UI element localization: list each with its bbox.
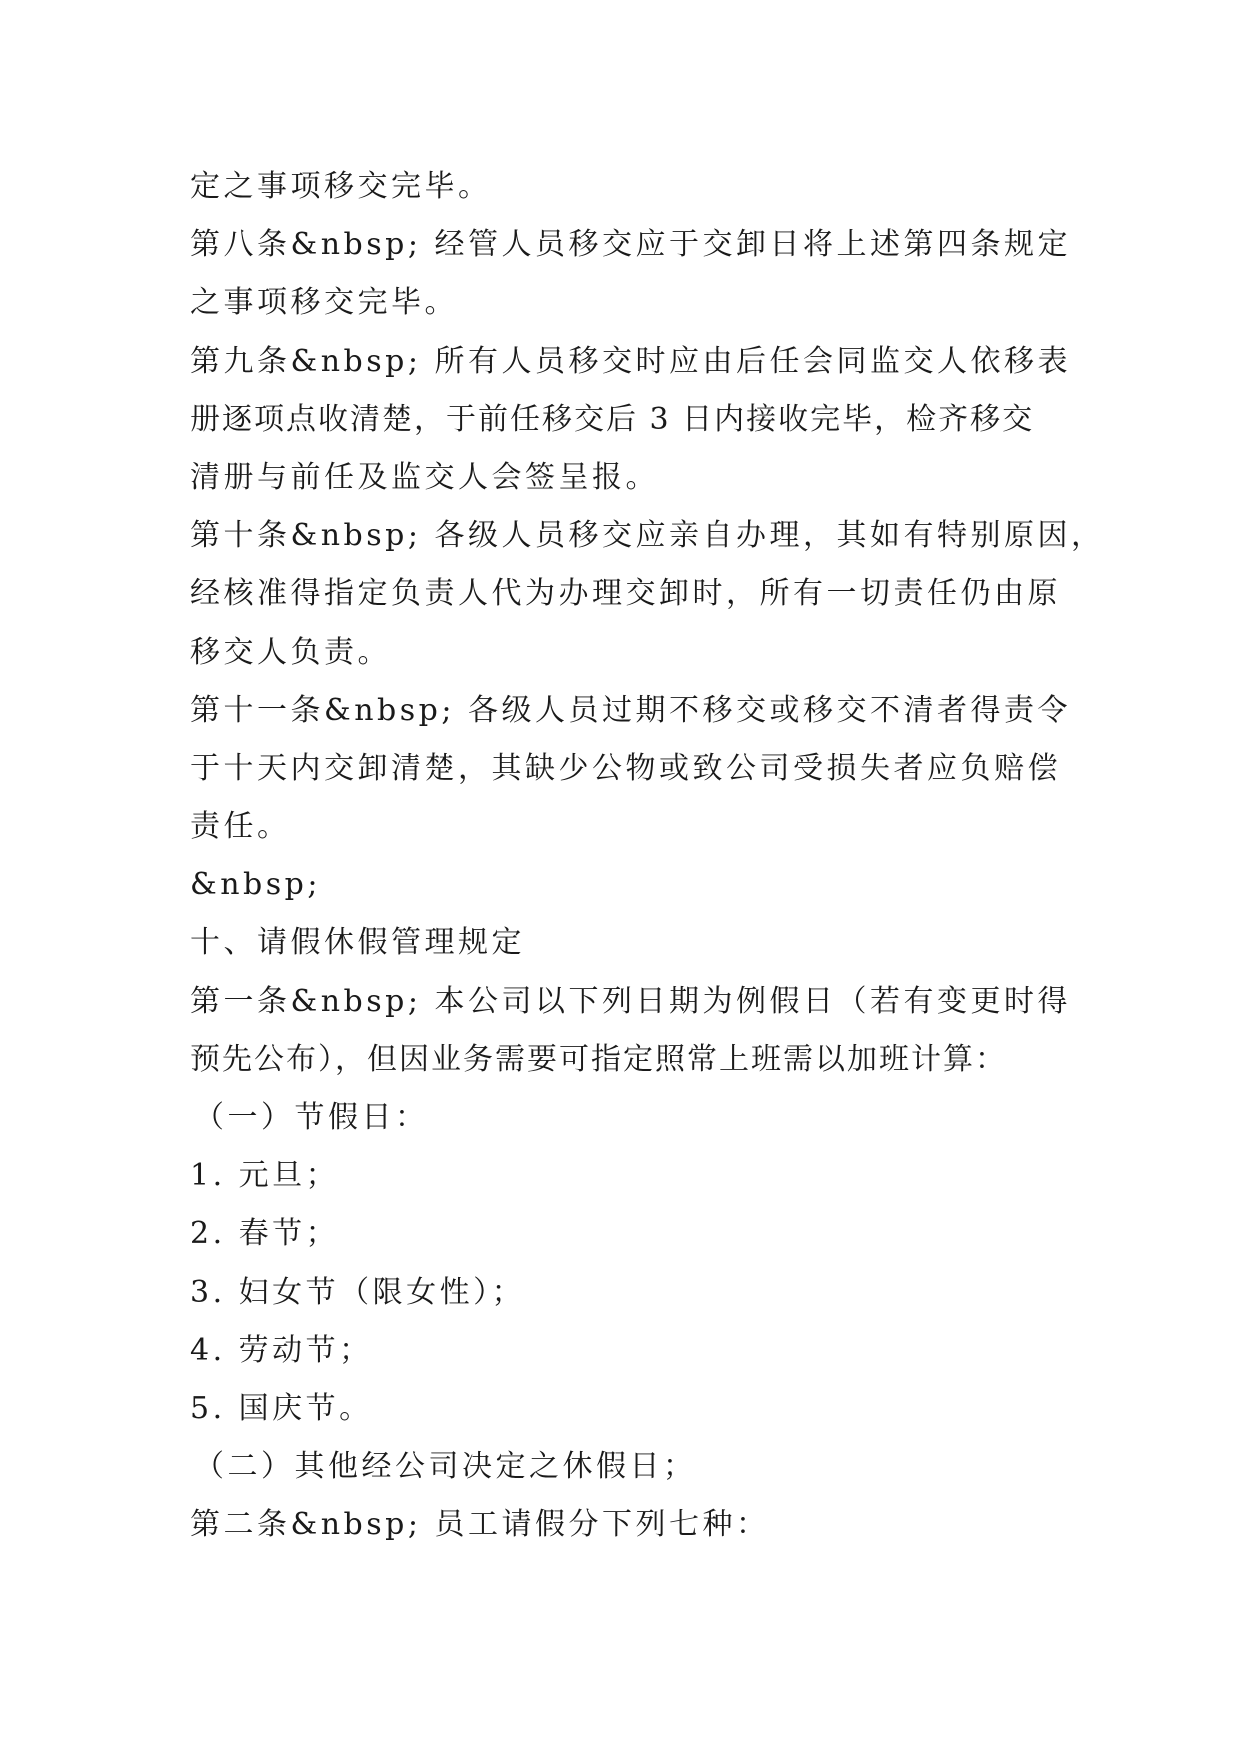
text-line: 移交人负责。	[190, 634, 391, 670]
article-11-line: 第十一条&nbsp; 各级人员过期不移交或移交不清者得责令	[190, 692, 1071, 728]
text-line: 定之事项移交完毕。	[190, 169, 492, 204]
sub-heading: （二）其他经公司决定之休假日；	[194, 1449, 697, 1485]
document-body	[190, 158, 1105, 1555]
sub-heading: （一）节假日：	[194, 1100, 429, 1135]
text-line: 经核准得指定负责人代为办理交卸时，所有一切责任仍由原	[190, 576, 1061, 612]
list-item: 5. 国庆节。	[190, 1390, 373, 1426]
list-item: 4. 劳动节；	[190, 1332, 373, 1368]
text-line: 册逐项点收清楚，于前任移交后 3 日内接收完毕，检齐移交	[190, 401, 1035, 437]
list-item: 2. 春节；	[190, 1216, 340, 1252]
list-item: 3. 妇女节（限女性）；	[190, 1274, 526, 1310]
article-9-line: 第九条&nbsp; 所有人员移交时应由后任会同监交人依移表	[190, 343, 1071, 379]
text-line: 之事项移交完毕。	[190, 285, 458, 321]
text-line: 责任。	[190, 809, 291, 845]
text-line: 于十天内交卸清楚，其缺少公物或致公司受损失者应负赔偿	[190, 750, 1061, 786]
article-8-line: 第八条&nbsp; 经管人员移交应于交卸日将上述第四条规定	[190, 227, 1071, 263]
text-line: 预先公布），但因业务需要可指定照常上班需以加班计算：	[190, 1041, 1007, 1077]
article-2-line: 第二条&nbsp; 员工请假分下列七种：	[190, 1507, 770, 1543]
list-item: 1. 元旦；	[190, 1158, 340, 1194]
blank-line: &nbsp;	[190, 867, 321, 903]
section-heading: 十、请假休假管理规定	[190, 925, 525, 961]
article-1-line: 第一条&nbsp; 本公司以下列日期为例假日（若有变更时得	[190, 983, 1071, 1019]
text-line: 清册与前任及监交人会签呈报。	[190, 459, 659, 495]
article-10-line: 第十条&nbsp; 各级人员移交应亲自办理，其如有特别原因，	[190, 518, 1105, 554]
